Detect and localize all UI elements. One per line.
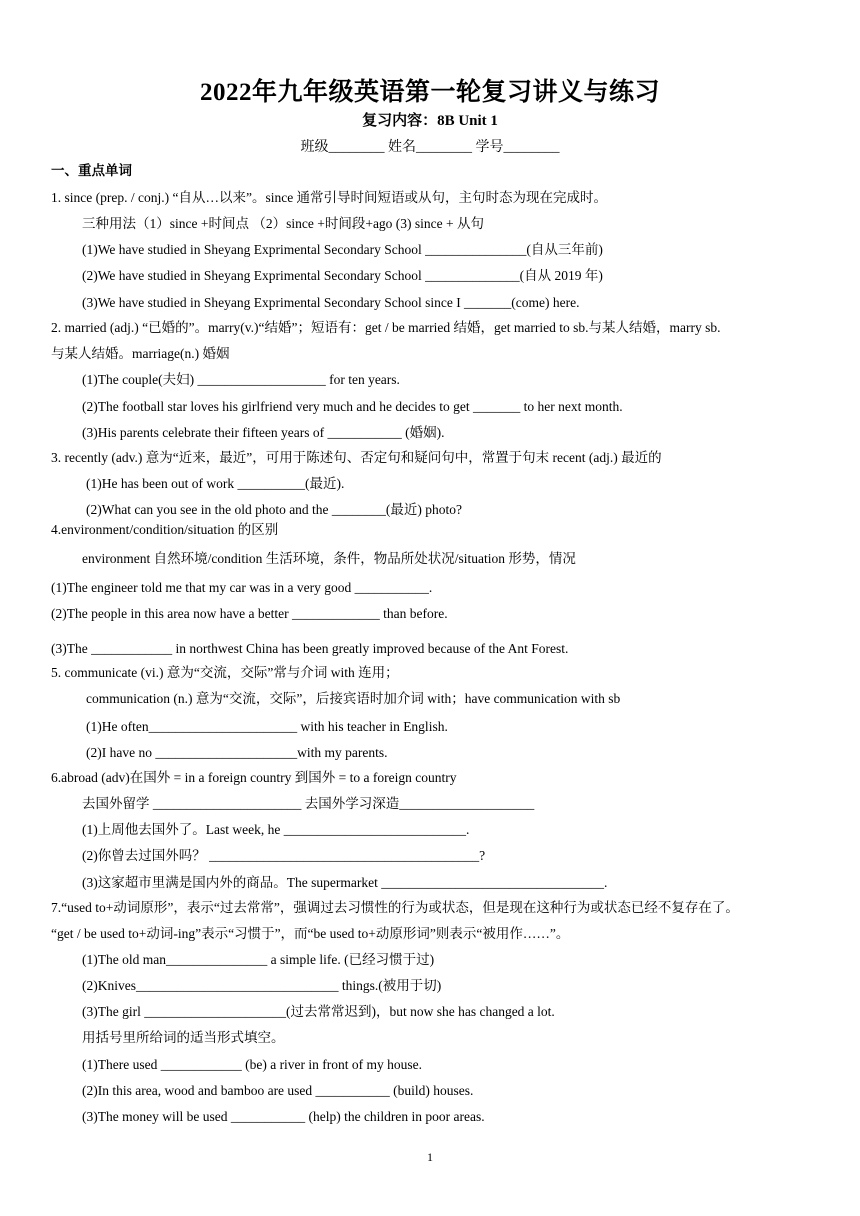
text-line: (3)His parents celebrate their fifteen years of ___________ (婚姻). — [82, 425, 445, 440]
student-info-line: 班级________ 姓名________ 学号________ — [300, 140, 560, 155]
text-line: “get / be used to+动词-ing”表示“习惯于”，而“be used to+动原形词”则表示“被用作……”。 — [51, 926, 570, 941]
text-line: 去国外留学 ______________________ 去国外学习深造____________________ — [82, 796, 535, 811]
text-line: 2. married (adj.) “已婚的”。marry(v.)“结婚”；短语有：get / be married 结婚，get married to sb.与某人结婚，marry sb. — [51, 320, 721, 335]
text-line: (2)The football star loves his girlfriend very much and he decides to get _______ to her next month. — [82, 399, 623, 414]
text-line: (1)The old man_______________ a simple life. (已经习惯于过) — [82, 952, 435, 967]
text-line: (1)上周他去国外了。Last week, he ___________________________. — [82, 822, 470, 837]
text-line: 6.abroad (adv)在国外 = in a foreign country 到国外 = to a foreign country — [51, 770, 457, 785]
text-line: (2)What can you see in the old photo and the ________(最近) photo? — [86, 502, 463, 517]
text-line: 1. since (prep. / conj.) “自从…以来”。since 通常引导时间短语或从句，主句时态为现在完成时。 — [51, 190, 608, 205]
text-line: 3. recently (adv.) 意为“近来，最近”，可用于陈述句、否定句和疑问句中，常置于句末 recent (adj.) 最近的 — [51, 450, 662, 465]
text-line: (1)There used ____________ (be) a river in front of my house. — [82, 1057, 423, 1072]
text-line: (2)I have no _____________________with my parents. — [86, 745, 388, 760]
text-line: 7.“used to+动词原形”，表示“过去常常”，强调过去习惯性的行为或状态，但是现在这种行为或状态已经不复存在了。 — [51, 900, 739, 915]
text-line: (1)The couple(夫妇) ___________________ for ten years. — [82, 372, 400, 387]
text-line: (3)这家超市里满是国内外的商品。The supermarket _________________________________. — [82, 875, 608, 890]
text-line: communication (n.) 意为“交流，交际”，后接宾语时加介词 with；have communication with sb — [86, 691, 621, 706]
text-line: 用括号里所给词的适当形式填空。 — [82, 1030, 285, 1045]
text-line: (3)We have studied in Sheyang Exprimental Secondary School since I _______(come) here. — [82, 295, 580, 310]
text-line: (3)The girl _____________________(过去常常迟到)，but now she has changed a lot. — [82, 1004, 555, 1019]
text-line: (3)The money will be used ___________ (help) the children in poor areas. — [82, 1109, 485, 1124]
text-line: 4.environment/condition/situation 的区别 — [51, 522, 279, 537]
text-line: 与某人结婚。marriage(n.) 婚姻 — [51, 346, 230, 361]
text-line: (2)The people in this area now have a better _____________ than before. — [51, 606, 448, 621]
text-line: 5. communicate (vi.) 意为“交流，交际”常与介词 with 连用； — [51, 665, 399, 680]
text-line: (2)Knives______________________________ things.(被用于切) — [82, 978, 442, 993]
text-line: (1)The engineer told me that my car was in a very good ___________. — [51, 580, 433, 595]
document-subtitle: 复习内容：8B Unit 1 — [362, 113, 498, 129]
text-line: (2)We have studied in Sheyang Exprimental Secondary School ______________(自从 2019 年) — [82, 268, 603, 283]
text-line: (1)He often______________________ with his teacher in English. — [86, 719, 448, 734]
text-line: (3)The ____________ in northwest China has been greatly improved because of the Ant Forest. — [51, 641, 569, 656]
text-line: (2)In this area, wood and bamboo are used ___________ (build) houses. — [82, 1083, 474, 1098]
text-line: (1)He has been out of work __________(最近). — [86, 476, 345, 491]
text-line: 三种用法（1）since +时间点 （2）since +时间段+ago (3) since + 从句 — [82, 216, 485, 231]
document-title: 2022年九年级英语第一轮复习讲义与练习 — [199, 79, 660, 106]
page-number: 1 — [427, 1150, 433, 1164]
text-line: (1)We have studied in Sheyang Exprimental Secondary School _______________(自从三年前) — [82, 242, 603, 257]
text-line: environment 自然环境/condition 生活环境，条件，物品所处状况/situation 形势，情况 — [82, 551, 576, 566]
section-heading: 一、重点单词 — [51, 163, 132, 178]
text-line: (2)你曾去过国外吗？ ________________________________________? — [82, 848, 486, 863]
